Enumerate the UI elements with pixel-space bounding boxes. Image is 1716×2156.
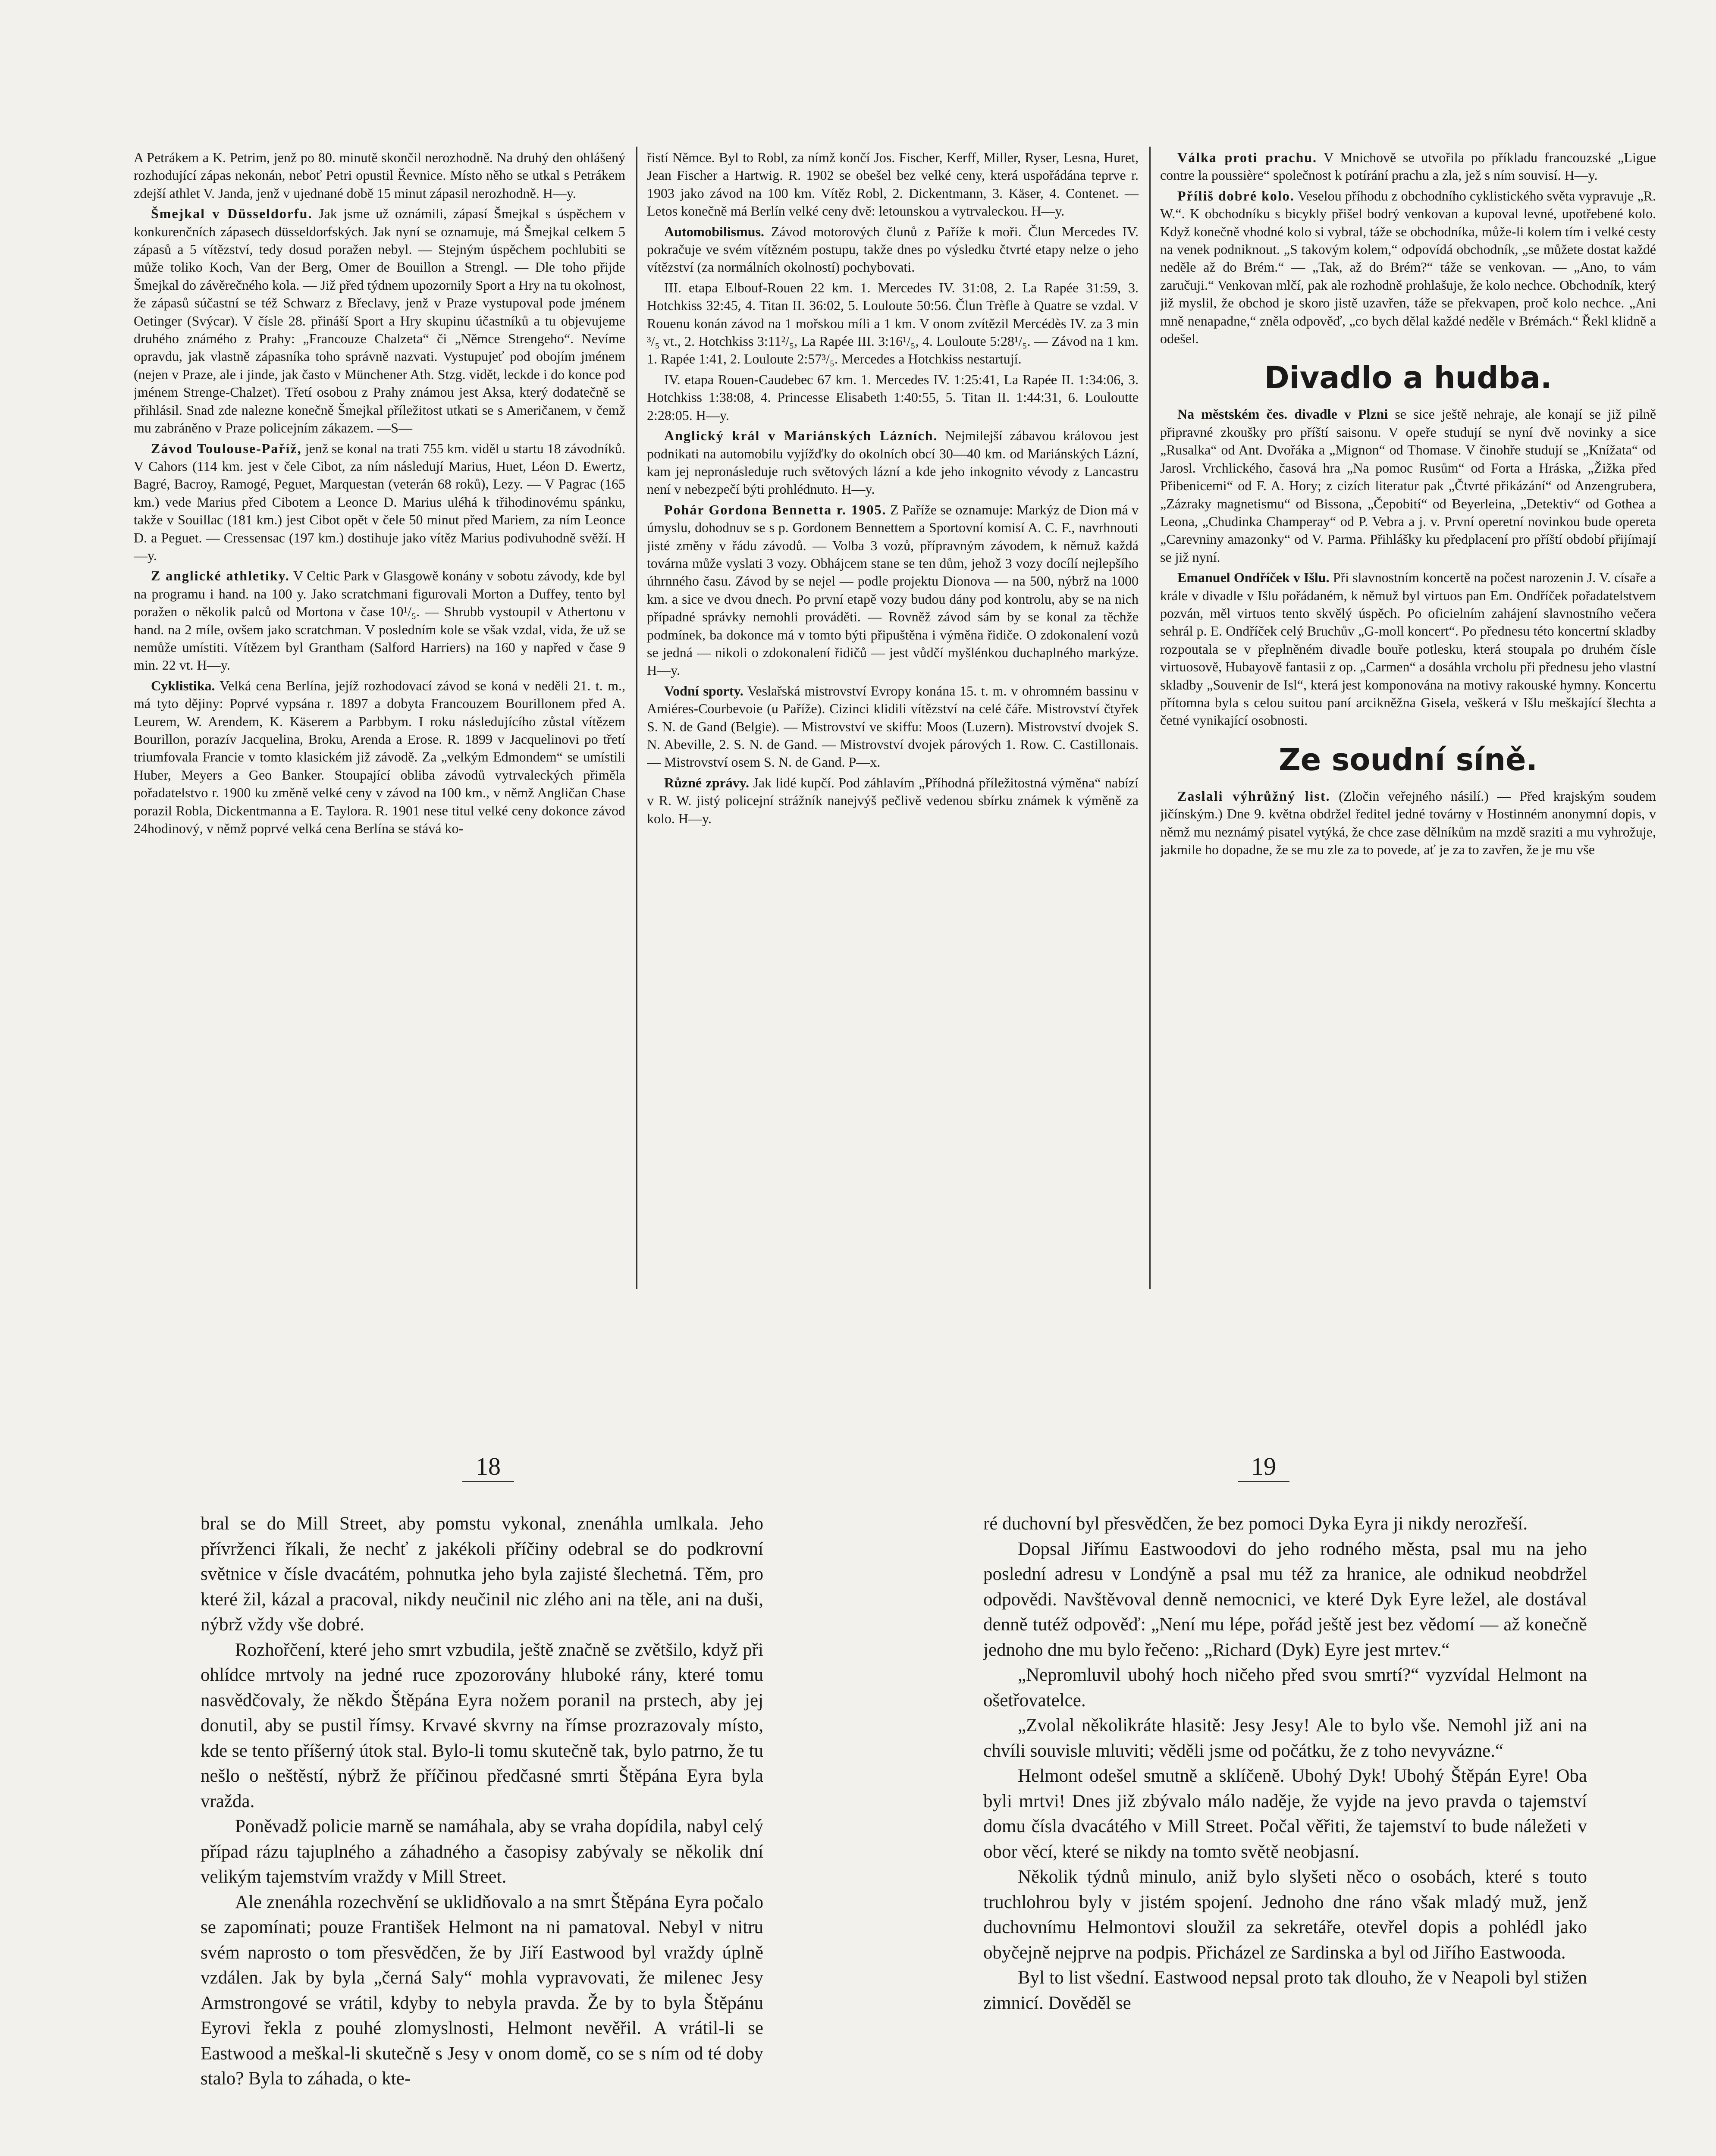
paragraph <box>1160 787 1656 859</box>
column-left <box>134 149 625 1287</box>
item-lead: Šmejkal v Düsseldorfu. <box>151 206 313 222</box>
item-text: Veslařská mistrovství Evropy konána 15. t. m. v ohromném bassinu v Amiéres-Courbevoie (u Paříže). Cizinci klidili vítězství na celé čáře. Mistrovství čtyřek S. N. de Gand (Belgie). — Mistrovství ve skiffu: Moos (Luzern). Mistrovství dvojek S. N. Abeville, 2. S. N. de Gand. — Mistrovství dvojek párových 1. Row. C. Castillonais. — Mistrovství osem S. N. de Gand. P—x. <box>647 683 1139 770</box>
novel-paragraph: Poněvadž policie marně se namáhala, aby se vraha dopídila, nabyl celý případ rázu tajuplného a záhadného a časopisy zabývaly se několik dní velikým tajemstvím vraždy v Mill Street. <box>201 1816 763 1887</box>
item-text: Nejmilejší zábavou královou jest podnikati na automobilu vyjížďky do okolních obcí 30—40 km. od Mariánských Lázní, kam jej nepronásleduje ruch světových lázní a kde jeho inkognito vévody z Lancastru není v nebezpečí býti prohlédnuto. H—y. <box>647 428 1139 497</box>
novel-paragraph: Byl to list všední. Eastwood nepsal proto tak dlouho, že v Neapoli byl stižen zimnicí. Dověděl se <box>983 1968 1587 2013</box>
section-heading-court: Ze soudní síně. <box>1278 742 1538 777</box>
paragraph: řistí Němce. Byl to Robl, za nímž končí Jos. Fischer, Kerff, Miller, Ryser, Lesna, Huret, Jean Fischer a Hartwig. R. 1902 se obešel bez velké ceny, která uspořádána teprve r. 1903 jako závod na 100 km. Vítěz Robl, 2. Dickentmann, 3. Käser, 4. Contenet. — Letos konečně má Berlín velké ceny dvě: letounskou a vytrvaleckou. H—y. <box>647 150 1139 219</box>
item-lead: Emanuel Ondříček v Išlu. <box>1177 570 1330 586</box>
item-text: V Mnichově se utvořila po příkladu francouzské „Ligue contre la poussière“ společnost k potírání prachu a zla, jež s ním souvisí. H—y. <box>1160 150 1656 183</box>
column-right <box>1160 149 1656 1287</box>
page-number-left-text: 18 <box>462 1452 514 1482</box>
item-lead: Závod Toulouse-Paříž, <box>151 440 302 456</box>
item-lead: Na městském čes. divadle v Plzni <box>1177 406 1388 422</box>
item-lead: Pohár Gordona Bennetta r. 1905. <box>664 501 887 517</box>
paragraph <box>647 223 1139 276</box>
paragraph <box>1160 569 1656 730</box>
paragraph <box>647 682 1139 771</box>
page-number-left <box>462 1452 514 1482</box>
page-number-right <box>1238 1452 1289 1482</box>
paragraph: III. etapa Elbouf-Rouen 22 km. 1. Mercedes IV. 31:08, 2. La Rapée 31:59, 3. Hotchkiss 32:45, 4. Titan II. 36:02, 5. Louloute 50:56. Člun Trèfle à Quatre se vzdal. V Rouenu konán závod na 1 mořskou míli a 1 km. V onom zvítězil Mercédès IV. za 3 min ³/₅ vt., 2. Hotchkiss 3:11²/₅, La Rapée III. 3:16¹/₅, 4. Louloute 5:28¹/₅. — Závod na 1 km. 1. Rapée 1:41, 2. Louloute 2:57³/₅. Mercedes a Hotchkiss nestartují. <box>647 279 1139 367</box>
item-lead: Z anglické athletiky. <box>151 568 290 584</box>
novel-page-left <box>201 1511 763 2156</box>
paragraph <box>134 440 625 565</box>
item-text: Z Paříže se oznamuje: Markýz de Dion má v úmyslu, dohodnuv se s p. Gordonem Bennettem a Sportovní komisí A. C. F., navrhnouti jisté změny v řádu závodů. — Volba 3 vozů, přípravným závodem, k němuž každá továrna může vyslati 3 vozy. Obhájcem stane se ten dům, jehož 3 vozy docílí nejlepšího úhrnného času. Závod by se nejel — podle projektu Dionova — na 500, nýbrž na 1000 km. a sice ve dvou dnech. Po první etapě vozy budou dány pod kontrolu, aby se na nich případné správky nemohli prováděti. — Rovněž závod sám by se konal za těchže podmínek, ba dokonce má v tomto býti připuštěna i výměna řidiče. O zdokonalení vozů se jedná — nikoli o zdokonalení řidičů — jest vůdčí myšlénkou duchaplného markýze. H—y. <box>647 501 1139 678</box>
paragraph <box>1160 187 1656 348</box>
paragraph <box>647 774 1139 827</box>
column-rule <box>636 147 637 1289</box>
section-heading-theatre: Divadlo a hudba. <box>1264 360 1552 396</box>
paragraph <box>1160 149 1656 185</box>
novel-paragraph: Helmont odešel smutně a sklíčeně. Ubohý Dyk! Ubohý Štěpán Eyre! Oba byli mrtvi! Dnes již zbývalo málo naděje, že vyjde na jevo pravda o tajemství domu čísla dvacátého v Mill Street. Počal věřiti, že tajemství to bude náležeti v obor věcí, které se nikdy na tomto světě neobjasní. <box>983 1766 1587 1862</box>
item-text: jenž se konal na trati 755 km. viděl u startu 18 závodníků. V Cahors (114 km. jest v čele Cibot, za ním následují Marius, Huet, Léon D. Ewertz, Bagré, Bacroy, Ramogé, Peguet, Marquestan (veterán 68 roků), Lezy. — V Pagrac (165 km.) vede Marius před Cibotem a Leonce D. Marius uléhá k třihodinovému spánku, takže v Souillac (181 km.) jest Cibot opět v čele 50 minut před Mariem, za ním Leonce D. a Peguet. — Cressensac (197 km.) dostihuje jako vítěz Marius podivuhodně svěží. H—y. <box>134 440 625 563</box>
item-lead: Automobilismus. <box>664 223 765 239</box>
paragraph <box>647 501 1139 680</box>
paragraph <box>1160 405 1656 566</box>
novel-paragraph: Rozhořčení, které jeho smrt vzbudila, ještě značně se zvětšilo, když při ohlídce mrtvoly na jedné ruce zpozorovány hluboké rány, které tomu nasvědčovaly, že někdo Štěpána Eyra nožem poranil na prstech, aby jej donutil, aby se pustil římsy. Krvavé skvrny na římse prozrazovaly místo, kde se tento příšerný útok stal. Bylo-li tomu skutečně tak, bylo patrno, že tu nešlo o neštěstí, nýbrž že příčinou předčasné smrti Štěpána Eyra byla vražda. <box>201 1639 763 1811</box>
paragraph <box>134 567 625 674</box>
item-text: se sice ještě nehraje, ale konají se již pilně připravné zkoušky pro příští saisonu. V opeře studují se nyní dvě novinky a sice „Rusalka“ od Ant. Dvořáka a „Mignon“ od Thomase. V činohře studují se „Knížata“ od Jarosl. Vrchlického, časová hra „Na pomoc Rusům“ od Forta a Hráska, „Žižka před Přibenicemi“ od F. A. Hory; z cizích literatur pak „Čtvrté přikázání“ od Anzengrubera, „Zázraky magnetismu“ od Bissona, „Čepobití“ od Beyerleina, „Detektiv“ od Gothea a Leona, „Chudinka Champeray“ od P. Vebra a j. v. První operetní novinkou bude opereta „Carevniny amazonky“ od V. Parma. Přihlášky ku předplacení pro příští období přijímají se již nyní. <box>1160 406 1656 565</box>
item-lead: Cyklistika. <box>151 677 215 693</box>
item-lead: Vodní sporty. <box>664 683 743 699</box>
item-text: Při slavnostním koncertě na počest narozenin J. V. císaře a krále v divadle v Išlu pořádaném, k němuž byl virtuos pan Em. Ondříček pořadatelstvem pozván, měl virtuos tento skvělý úspěch. Po oficielním zahájení slavnostního večera sehrál p. E. Ondříček celý Bruchův „G-moll koncert“. Po přednesu této koncertní skladby rozpoutala se v přeplněném divadle bouře potlesku, která stoupala po druhém čísle virtuosově, Hubayově fantasii z op. „Carmen“ a dosáhla vrcholu při přednesu jeho vlastní skladby „Souvenir de Isl“, která jest komponována na motivy rakouské hymny. Koncertu přítomna byla s celou suitou paní arcikněžna Gisela, veškerá v Išlu meškající šlechta a četné vynikající osobnosti. <box>1160 570 1656 728</box>
column-rule <box>1149 147 1151 1289</box>
paragraph <box>134 205 625 437</box>
novel-paragraph: ré duchovní byl přesvědčen, že bez pomoci Dyka Eyra ji nikdy nerozřeší. <box>983 1514 1528 1534</box>
novel-paragraph: Dopsal Jiřímu Eastwoodovi do jeho rodného města, psal mu na jeho poslední adresu v Londýně a psal mu též za hranice, ale odnikud neobdržel odpovědi. Navštěvoval denně nemocnici, ve které Dyk Eyre ležel, ale dostával denně tutéž odpověď: „Není mu lépe, pořád ještě jest bez vědomí — až konečně jednoho dne mu bylo řečeno: „Richard (Dyk) Eyre jest mrtev.“ <box>983 1539 1587 1660</box>
item-text: V Celtic Park v Glasgowě konány v sobotu závody, kde byl na programu i hand. na 100 y. Jako scratchmani figurovali Morton a Duffey, tento byl poražen o několik palců od Mortona v čase 10¹/₅. — Shrubb vystoupil v Athertonu v hand. na 2 míle, ovšem jako scratchman. V posledním kole se však vzdal, vida, že už se nemůže umístiti. Vítězem byl Grantham (Salford Harriers) na 160 y napřed v čase 9 min. 22 vt. H—y. <box>134 568 625 673</box>
item-text: Jak lidé kupčí. Pod záhlavím „Příhodná příležitostná výměna“ nabízí v R. W. jistý policejní strážník nanejvýš pečlivě vedenou sbírku známek k výměně za kolo. H—y. <box>647 774 1139 826</box>
novel-paragraph: „Zvolal několikráte hlasitě: Jesy Jesy! Ale to bylo vše. Nemohl již ani na chvíli souvisle mluviti; věděli jsme od počátku, že z toho nevyvázne.“ <box>983 1715 1587 1761</box>
paragraph: IV. etapa Rouen-Caudebec 67 km. 1. Mercedes IV. 1:25:41, La Rapée II. 1:34:06, 3. Hotchkiss 1:38:08, 4. Princesse Elisabeth 1:40:55, 5. Titan II. 1:44:31, 6. Louloutte 2:28:05. H—y. <box>647 371 1139 423</box>
item-lead: Válka proti prachu. <box>1177 150 1318 165</box>
item-lead: Příliš dobré kolo. <box>1177 188 1295 204</box>
paragraph <box>134 677 625 838</box>
novel-paragraph: Několik týdnů minulo, aniž bylo slyšeti něco o osobách, které s touto truchlohrou byly v jistém spojení. Jednoho dne ráno však mladý muž, jenž duchovnímu Helmontovi sloužil za sekretáře, otevřel dopis a pohlédl jako obyčejně nejprve na podpis. Přicházel ze Sardinska a byl od Jiřího Eastwooda. <box>983 1867 1587 1963</box>
item-lead: Anglický král v Mariánských Lázních. <box>664 428 938 444</box>
item-lead: Zaslali výhrůžný list. <box>1177 788 1330 804</box>
item-text: (Zločin veřejného násilí.) — Před krajským soudem jičínským.) Dne 9. května obdržel ředitel jedné továrny v Hostinném anonymní dopis, v němž mu neznámý pisatel vytýká, že chce zase dělníkům na mzdě sraziti a mu vyhrožuje, jakmile ho dopadne, že se mu zle za to povede, ať je za to zavřen, že je mu vše <box>1160 788 1656 857</box>
column-middle <box>647 149 1139 1287</box>
novel-paragraph: „Nepromluvil ubohý hoch ničeho před svou smrtí?“ vyzvídal Helmont na ošetřovatelce. <box>983 1665 1587 1711</box>
novel-page-right <box>983 1511 1587 2156</box>
item-text: Velká cena Berlína, jejíž rozhodovací závod se koná v neděli 21. t. m., má tyto dějiny: Poprvé vypsána r. 1897 a dobyta Francouzem Bourillonem před A. Leurem, W. Arendem, K. Käserem a Parbbym. I roku následujícího zůstal vítězem Bourillon, porazív Jacquelina, Broku, Arenda a Erose. R. 1899 v Jacquelinovi po třetí triumfovala Francie v tomto klasickém již závodě. Za „velkým Edmondem“ se umístili Huber, Meyers a Geo Banker. Stoupající obliba závodů vytrvaleckých přiměla pořadatelstvo r. 1900 ku změně velké ceny v závod na 100 km., v němž Angličan Chase porazil Robla, Dickentmanna a E. Taylora. R. 1901 nese titul velké ceny dokonce závod 24hodinový, v němž poprvé velká cena Berlína se stává ko- <box>134 677 625 837</box>
paragraph: A Petrákem a K. Petrim, jenž po 80. minutě skončil nerozhodně. Na druhý den ohlášený rozhodující zápas nekonán, neboť Petri opustil Řevnice. Místo něho se utkal s Petrákem zdejší athlet V. Janda, jenž v ujednané době 15 minut zápasil nerozhodně. H—y. <box>134 150 625 201</box>
novel-paragraph: Ale znenáhla rozechvění se uklidňovalo a na smrt Štěpána Eyra počalo se zapomínati; pouze František Helmont na ni pamatoval. Nebyl v nitru svém naprosto o tom přesvědčen, že by Jiří Eastwood byl vraždy úplně vzdálen. Jak by byla „černá Saly“ mohla vypravovati, že milenec Jesy Armstrongové se vrátil, kdyby to nebyla pravda. Že by to byla Štěpánu Eyrovi řekla z pouhé zlomyslnosti, Helmont nevěřil. A vrátil-li se Eastwood a meškal-li skutečně s Jesy v onom domě, co se s ním od té doby stalo? Byla to záhada, o kte- <box>201 1892 763 2089</box>
item-text: Veselou příhodu z obchodního cyklistického světa vypravuje „R. W.“. K obchodníku s bicykly přišel bodrý venkovan a kupoval levné, upotřebené kolo. Když konečně vhodné kolo si vybral, táže se obchodníka, může-li kolem tím i velké cesty na venek podniknout. „S takovým kolem,“ odpovídá obchodník, „se můžete dostat každé neděle až do Brém.“ — „Tak, až do Brém?“ táže se venkovan. — „Ano, to vám zaručuji.“ Venkovan mlčí, pak ale rozhodně prohlašuje, že kolo nechce. Obchodník, který již myslil, že obchod je skoro jistě uzavřen, táže se překvapen, proč kolo nechce. „Ani mně nenapadne,“ zněla odpověď, „co bych dělal každé neděle v Brémách.“ Řekl klidně a odešel. <box>1160 188 1656 347</box>
page-number-right-text: 19 <box>1238 1452 1289 1482</box>
paragraph <box>647 427 1139 498</box>
item-text: Závod motorových člunů z Paříže k moři. Člun Mercedes IV. pokračuje ve svém vítězném postupu, takže dnes po výsledku čtvrté etapy nelze o jeho vítězství (za normálních okolností) pochybovati. <box>647 223 1139 275</box>
item-lead: Různé zprávy. <box>664 774 749 790</box>
novel-paragraph: bral se do Mill Street, aby pomstu vykonal, znenáhla umlkala. Jeho přívrženci říkali, že nechť z jakékoli příčiny odebral se do podkrovní světnice v čísle dvacátém, pohnutka jeho byla zajisté šlechetná. Těm, pro které žil, kázal a pracoval, nikdy neučinil nic zlého ani na těle, ani na duši, nýbrž vždy vše dobré. <box>201 1514 763 1635</box>
item-text: Jak jsme už oznámili, zápasí Šmejkal s úspěchem v konkurenčních zápasech düsseldorfských. Jak nyní se oznamuje, má Šmejkal celkem 5 zápasů a 5 vítězství, tedy dosud poražen nebyl. — Stejným úspěchem pochlubiti se může toliko Koch, Van der Berg, Omer de Bouillon a Strengl. — Dle toho přijde Šmejkal do závěrečného kola. — Již před týdnem upozornily Sport a Hry na tu okolnost, že zápasů súčastní se též Schwarz z Břeclavy, jenž v Praze vystupoval pode jménem Oetinger (Svýcar). V čísle 28. přináší Sport a Hry skupinu účastníků a tu objevujeme druhého známého z Prahy: „Francouze Chalzeta“ či „Němce Strengeho“. Nevíme opravdu, jak vlastně zápasníka toho správně nazvati. Vystupujeť pod obojím jménem (nejen v Praze, ale i jinde, jak často v Münchener Ath. Stzg. vidět, leckde i do konce pod jménem Strenge-Chalzet). Třetí osobou z Prahy známou jest Aksa, který dodatečně se přihlásil. Snad zde nalezne konečně Šmejkal příležitost utkati se s Američanem, v čemž mu zabráněno v Praze policejním zákazem. —S— <box>134 206 625 436</box>
